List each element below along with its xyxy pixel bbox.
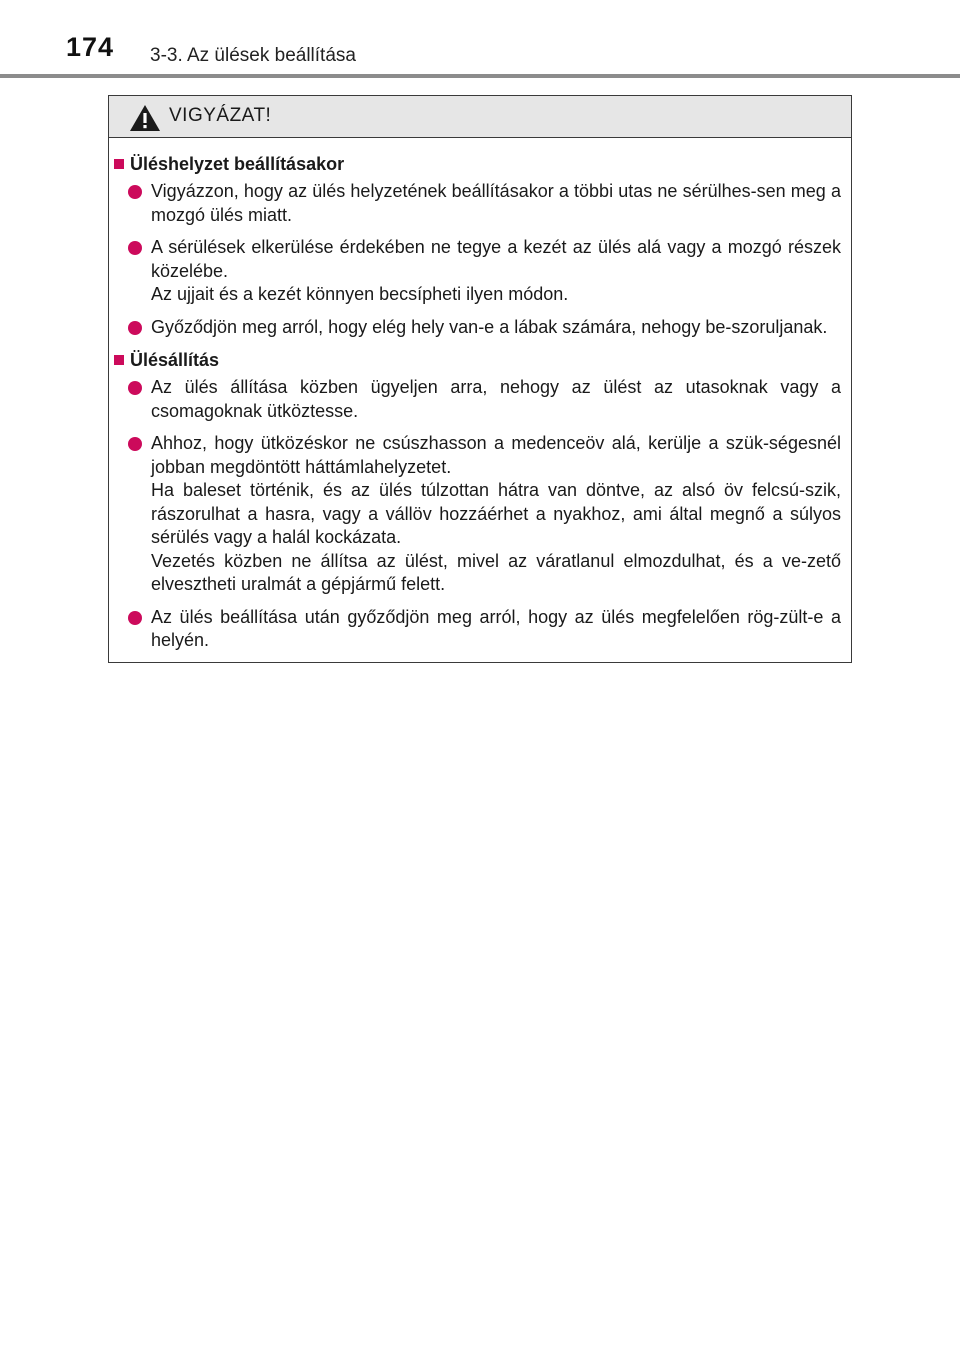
caution-box: [108, 95, 852, 663]
round-bullet-icon: [128, 611, 142, 625]
list-item: [126, 236, 841, 307]
list-item-text: [151, 376, 841, 423]
warning-triangle-icon: [129, 104, 161, 132]
list-item: [126, 376, 841, 423]
section-title: 3-3. Az ülések beállítása: [150, 45, 356, 66]
paragraph: Vigyázzon, hogy az ülés helyzetének beállításakor a többi utas ne sérülhes-sen meg a mozgó ülés miatt.: [151, 181, 841, 225]
paragraph: Győződjön meg arról, hogy elég hely van-e a lábak számára, nehogy be-szoruljanak.: [151, 316, 828, 337]
round-bullet-icon: [128, 241, 142, 255]
section-heading-text: Ülésállítás: [130, 350, 220, 370]
square-bullet-icon: [114, 355, 124, 365]
list-item-text: [151, 236, 841, 307]
paragraph: Ha baleset történik, és az ülés túlzottan hátra van döntve, az alsó öv felcsú-szik, rászorulhat a hasra, vagy a vállöv hozzáérhet a nyakhoz, ami által megnő a súlyos sérülés vagy a halál kockázata.: [151, 480, 841, 547]
section-heading: [112, 152, 841, 176]
list-item-text: [151, 432, 841, 597]
page-header: [0, 0, 960, 80]
paragraph: A sérülések elkerülése érdekében ne tegye a kezét az ülés alá vagy a mozgó részek közelébe.: [151, 237, 841, 281]
list-item: [126, 606, 841, 653]
round-bullet-icon: [128, 321, 142, 335]
section-heading: [112, 348, 841, 372]
round-bullet-icon: [128, 437, 142, 451]
square-bullet-icon: [114, 159, 124, 169]
list-item: [126, 316, 841, 340]
header-rule: [0, 74, 960, 78]
list-item: [126, 180, 841, 227]
round-bullet-icon: [128, 381, 142, 395]
paragraph: Az ujjait és a kezét könnyen becsípheti ilyen módon.: [151, 284, 569, 304]
round-bullet-icon: [128, 185, 142, 199]
paragraph: Vezetés közben ne állítsa az ülést, mivel az váratlanul elmozdulhat, és a ve-zető elvesztheti uralmát a gépjármű felett.: [151, 550, 841, 594]
caution-body: [109, 138, 851, 653]
section-heading-text: Üléshelyzet beállításakor: [130, 154, 345, 174]
caution-title: VIGYÁZAT!: [169, 105, 272, 126]
paragraph: Ahhoz, hogy ütközéskor ne csúszhasson a medenceöv alá, kerülje a szük-ségesnél jobban megdöntött háttámlahelyzetet.: [151, 433, 841, 477]
list-item-text: [151, 316, 841, 340]
list-item-text: [151, 606, 841, 653]
list-item: [126, 432, 841, 597]
page-number: 174: [66, 32, 115, 62]
caution-header: [109, 96, 851, 138]
paragraph: Az ülés beállítása után győződjön meg arról, hogy az ülés megfelelően rög-zült-e a helyén.: [151, 606, 841, 650]
list-item-text: [151, 180, 841, 227]
paragraph: Az ülés állítása közben ügyeljen arra, nehogy az ülést az utasoknak vagy a csomagoknak ütköztesse.: [151, 377, 841, 421]
